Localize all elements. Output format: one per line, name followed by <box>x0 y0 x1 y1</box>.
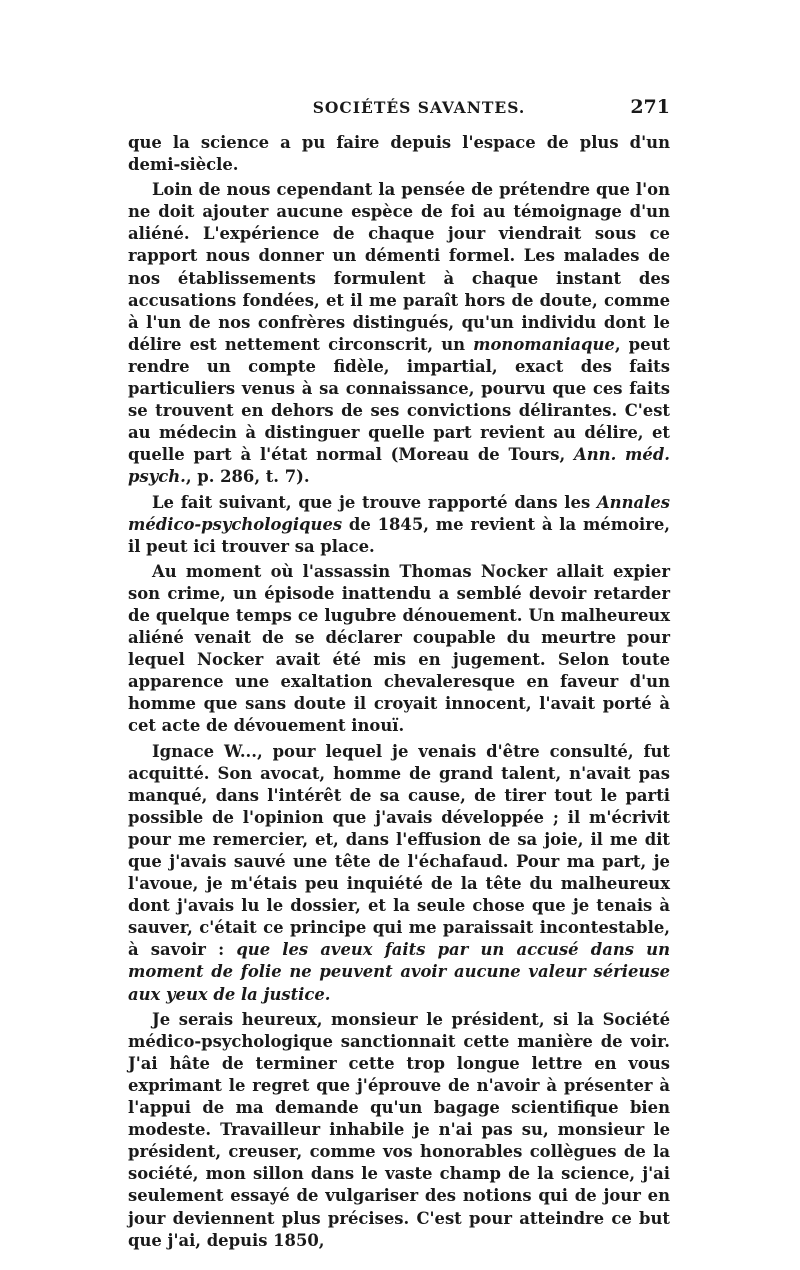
paragraph <box>128 561 670 738</box>
body-text <box>128 132 670 1252</box>
paragraph <box>128 179 670 488</box>
italic-text: monomaniaque <box>473 334 615 354</box>
paragraph <box>128 741 670 1006</box>
paragraph <box>128 492 670 558</box>
text-segment: , peut rendre un compte fidèle, impartial, exact des faits particuliers venus à sa connaissance, pourvu que ces faits se trouvent en dehors de ses convictions délirantes. C'est au médecin à distinguer quelle part revient au délire, et quelle part à l'état normal (Moreau de Tours, <box>128 334 670 465</box>
italic-text: que les aveux faits par un accusé dans un moment de folie ne peuvent avoir aucune valeur sérieuse aux yeux de la justice. <box>128 940 670 1004</box>
text-segment: Je serais heureux, monsieur le président, si la Société médico-psychologique sanctionnait cette manière de voir. J'ai hâte de terminer cette trop longue lettre en vous exprimant le regret que j'éprouve de n'avoir à présenter à l'appui de ma demande qu'un bagage scientifique bien modeste. Travailleur inhabile je n'ai pas su, monsieur le président, creuser, comme vos honorables collègues de la société, mon sillon dans le vaste champ de la science, j'ai seulement essayé de vulgariser des notions qui de jour en jour deviennent plus précises. C'est pour atteindre ce but que j'ai, depuis 1850, <box>128 1009 670 1250</box>
text-segment: Le fait suivant, que je trouve rapporté dans les <box>152 492 597 512</box>
text-segment: Loin de nous cependant la pensée de prétendre que l'on ne doit ajouter aucune espèce de foi au témoignage d'un aliéné. L'expérience de chaque jour viendrait sous ce rapport nous donner un démenti formel. Les malades de nos établissements formulent à chaque instant des accusations fondées, et il me paraît hors de doute, comme à l'un de nos confrères distingués, qu'un individu dont le délire est nettement circonscrit, un <box>128 180 670 354</box>
book-page <box>128 96 670 1252</box>
running-title: SOCIÉTÉS SAVANTES. <box>312 98 526 117</box>
text-segment: que la science a pu faire depuis l'espace de plus d'un demi-siècle. <box>128 133 670 175</box>
text-segment: , p. 286, t. 7). <box>185 467 310 487</box>
running-header <box>128 96 670 126</box>
text-segment: Ignace W..., pour lequel je venais d'être consulté, fut acquitté. Son avocat, homme de grand talent, n'avait pas manqué, dans l'intérêt de sa cause, de tirer tout le parti possible de l'opinion que j'avais développée ; il m'écrivit pour me remercier, et, dans l'effusion de sa joie, il me dit que j'avais sauvé une tête de l'échafaud. Pour ma part, je l'avoue, je m'étais peu inquiété de la tête du malheureux dont j'avais lu le dossier, et la seule chose que je tenais à sauver, c'était ce principe qui me paraissait incontestable, à savoir : <box>128 741 670 960</box>
italic-text: Annales médico-psychologiques <box>128 492 670 534</box>
text-segment: de 1845, me revient à la mémoire, il peut ici trouver sa place. <box>128 514 670 556</box>
page-number: 271 <box>630 96 670 118</box>
text-segment: Au moment où l'assassin Thomas Nocker allait expier son crime, un épisode inattendu a semblé devoir retarder de quelque temps ce lugubre dénouement. Un malheureux aliéné venait de se déclarer coupable du meurtre pour lequel Nocker avait été mis en jugement. Selon toute apparence une exaltation chevaleresque en faveur d'un homme que sans doute il croyait innocent, l'avait porté à cet acte de dévouement inouï. <box>128 561 670 736</box>
paragraph <box>128 132 670 176</box>
paragraph <box>128 1009 670 1252</box>
italic-text: Ann. méd. psych. <box>128 445 670 487</box>
